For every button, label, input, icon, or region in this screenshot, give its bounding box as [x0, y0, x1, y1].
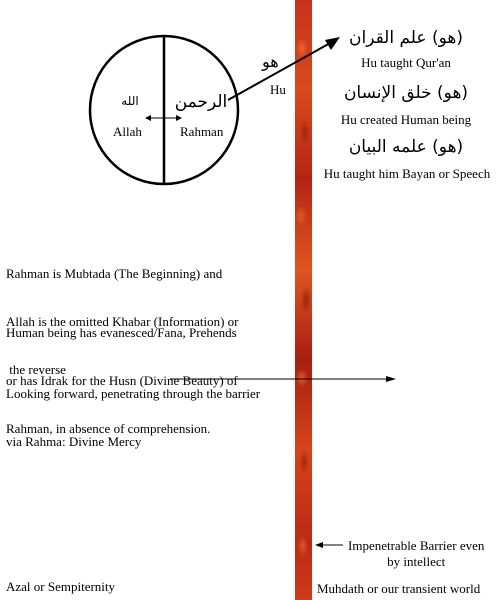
footer-right-label: Muhdath or our transient world — [317, 581, 481, 596]
note-looking-forward — [6, 354, 260, 466]
barrier-note — [348, 538, 484, 570]
allah-arabic: الله — [121, 94, 139, 108]
note-line: or has Idrak for the Husn (Divine Beauty) of — [6, 373, 238, 388]
note-line: the reverse — [6, 362, 66, 377]
footer-left-label: Azal or Sempiternity — [6, 579, 116, 594]
allah-label: Allah — [113, 124, 142, 139]
rahman-arabic: الرحمن — [174, 92, 228, 112]
barrier-note-line: Impenetrable Barrier even — [348, 538, 485, 553]
double-arrow-left-head — [145, 115, 151, 121]
hu-arabic: هو — [262, 52, 279, 71]
forward-arrow-head — [386, 376, 396, 382]
barrier-note-line: by intellect — [387, 554, 446, 569]
note-line: via Rahma: Divine Mercy — [6, 434, 142, 449]
note-line: Rahman, in absence of comprehension. — [6, 421, 211, 436]
verse-3-arabic: (هو) علمه البيان — [348, 137, 464, 157]
note-line: Looking forward, penetrating through the barrier — [6, 386, 261, 401]
hu-label: Hu — [270, 82, 286, 97]
rahman-label: Rahman — [180, 124, 224, 139]
verse-1-english: Hu taught Qur'an — [361, 55, 451, 70]
note-line: Allah is the omitted Khabar (Information) or — [6, 314, 239, 329]
note-line: Human being has evanesced/Fana, Prehends — [6, 325, 237, 340]
note-line: Rahman is Mubtada (The Beginning) and — [6, 266, 223, 281]
verse-1-arabic: (هو) علم القران — [349, 28, 463, 48]
verse-2-english: Hu created Human being — [340, 112, 472, 127]
double-arrow-right-head — [176, 115, 182, 121]
verse-3-english: Hu taught him Bayan or Speech — [323, 166, 491, 181]
verse-2-arabic: (هو) خلق الإنسان — [343, 83, 469, 103]
barrier-arrow-head — [315, 542, 323, 548]
